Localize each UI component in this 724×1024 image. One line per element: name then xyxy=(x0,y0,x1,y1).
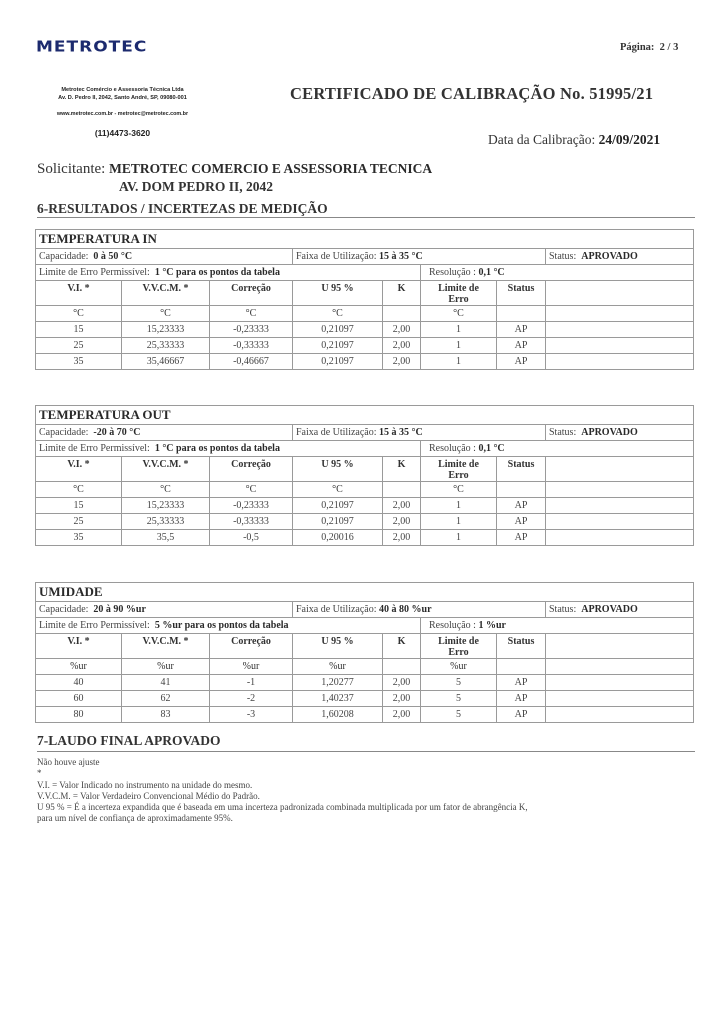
unit-cell xyxy=(383,306,421,322)
cell-correcao: -1 xyxy=(210,675,293,691)
usage-range-cell: Faixa de Utilização: 40 à 80 %ur xyxy=(293,602,546,618)
cell-status: AP xyxy=(497,675,546,691)
cell-correcao: -0,5 xyxy=(210,530,293,546)
col-vvcm: V.V.C.M. * xyxy=(122,281,210,306)
error-limit-cell: Limite de Erro Permissível: 5 %ur para os pontos da tabela xyxy=(36,618,421,634)
column-header-row xyxy=(36,281,694,306)
unit-row xyxy=(36,306,694,322)
company-web-email: www.metrotec.com.br - metrotec@metrotec.com.br xyxy=(56,111,189,117)
company-phone: (11)4473-3620 xyxy=(94,128,151,138)
unit-cell: °C xyxy=(293,482,383,498)
unit-cell: %ur xyxy=(36,659,122,675)
unit-cell xyxy=(546,659,694,675)
resolution-cell: Resolução : 0,1 °C xyxy=(421,265,694,281)
cell-correcao: -0,23333 xyxy=(210,322,293,338)
cell-vi: 35 xyxy=(36,530,122,546)
cell-vi: 25 xyxy=(36,338,122,354)
requester-address: AV. DOM PEDRO II, 2042 xyxy=(119,179,274,194)
company-name: Metrotec Comércio e Assessoria Técnica Ltda xyxy=(61,87,184,93)
cell-limite: 1 xyxy=(421,498,497,514)
unit-cell xyxy=(383,659,421,675)
cell-vvcm: 41 xyxy=(122,675,210,691)
unit-cell xyxy=(497,482,546,498)
error-limit-cell: Limite de Erro Permissível: 1 °C para os pontos da tabela xyxy=(36,265,421,281)
cell-limite: 1 xyxy=(421,530,497,546)
cell-limite: 1 xyxy=(421,514,497,530)
cell-blank xyxy=(546,691,694,707)
cell-status: AP xyxy=(497,691,546,707)
date-label: Data da Calibração: xyxy=(488,132,596,147)
metrotec-logo: METROTEC xyxy=(36,38,148,56)
cell-u95: 0,21097 xyxy=(293,514,383,530)
unit-cell xyxy=(546,306,694,322)
cell-u95: 1,60208 xyxy=(293,707,383,723)
note-line: para um nível de confiança de aproximadamente 95%. xyxy=(37,813,233,824)
table-row xyxy=(36,338,694,354)
unit-cell: °C xyxy=(293,306,383,322)
col-vi: V.I. * xyxy=(36,634,122,659)
status-cell: Status: APROVADO xyxy=(546,249,694,265)
usage-range-cell: Faixa de Utilização: 15 à 35 °C xyxy=(293,249,546,265)
unit-cell: °C xyxy=(210,306,293,322)
col-correcao: Correção xyxy=(210,457,293,482)
cell-vi: 60 xyxy=(36,691,122,707)
cell-status: AP xyxy=(497,530,546,546)
table-row xyxy=(36,675,694,691)
note-line: * xyxy=(37,768,42,779)
resolution-cell: Resolução : 0,1 °C xyxy=(421,441,694,457)
error-limit-cell: Limite de Erro Permissível: 1 °C para os pontos da tabela xyxy=(36,441,421,457)
table-row xyxy=(36,322,694,338)
company-info xyxy=(30,86,215,102)
resolution-cell: Resolução : 1 %ur xyxy=(421,618,694,634)
table-row xyxy=(36,707,694,723)
cell-vvcm: 25,33333 xyxy=(122,514,210,530)
col-status: Status xyxy=(497,457,546,482)
cell-k: 2,00 xyxy=(383,691,421,707)
cell-limite: 5 xyxy=(421,707,497,723)
col-correcao: Correção xyxy=(210,634,293,659)
cell-vvcm: 35,5 xyxy=(122,530,210,546)
unit-cell: %ur xyxy=(293,659,383,675)
cell-correcao: -3 xyxy=(210,707,293,723)
column-header-row xyxy=(36,634,694,659)
col-u95: U 95 % xyxy=(293,457,383,482)
table-title: UMIDADE xyxy=(36,583,694,602)
note-line: U 95 % = É a incerteza expandida que é baseada em uma incerteza padronizada combinada multiplicada por um fator de abrangência K, xyxy=(37,802,528,813)
measurement-table xyxy=(35,582,694,723)
section-6-title: 6-RESULTADOS / INCERTEZAS DE MEDIÇÃO xyxy=(37,201,328,216)
requester xyxy=(37,160,432,195)
note-line: Não houve ajuste xyxy=(37,757,100,767)
table-title: TEMPERATURA OUT xyxy=(36,406,694,425)
table-title: TEMPERATURA IN xyxy=(36,230,694,249)
unit-cell: °C xyxy=(210,482,293,498)
cell-vi: 35 xyxy=(36,354,122,370)
col-blank xyxy=(546,281,694,306)
cell-u95: 0,21097 xyxy=(293,354,383,370)
usage-range-cell: Faixa de Utilização: 15 à 35 °C xyxy=(293,425,546,441)
unit-cell: °C xyxy=(122,306,210,322)
col-k: K xyxy=(383,457,421,482)
col-vvcm: V.V.C.M. * xyxy=(122,634,210,659)
divider xyxy=(37,751,695,752)
unit-cell: °C xyxy=(421,306,497,322)
cell-blank xyxy=(546,322,694,338)
cell-status: AP xyxy=(497,707,546,723)
cell-vvcm: 15,23333 xyxy=(122,498,210,514)
unit-cell: %ur xyxy=(210,659,293,675)
notes xyxy=(37,757,528,825)
cell-limite: 1 xyxy=(421,338,497,354)
cell-correcao: -2 xyxy=(210,691,293,707)
cell-limite: 5 xyxy=(421,691,497,707)
cell-limite: 5 xyxy=(421,675,497,691)
cell-vi: 80 xyxy=(36,707,122,723)
col-u95: U 95 % xyxy=(293,634,383,659)
col-u95: U 95 % xyxy=(293,281,383,306)
cell-limite: 1 xyxy=(421,322,497,338)
cell-k: 2,00 xyxy=(383,354,421,370)
col-blank xyxy=(546,457,694,482)
col-limite: Limite de Erro xyxy=(421,634,497,659)
col-status: Status xyxy=(497,634,546,659)
calibration-date xyxy=(488,132,660,148)
cell-blank xyxy=(546,338,694,354)
capacity-cell: Capacidade: -20 à 70 °C xyxy=(36,425,293,441)
cell-k: 2,00 xyxy=(383,675,421,691)
cell-k: 2,00 xyxy=(383,322,421,338)
unit-row xyxy=(36,659,694,675)
cell-k: 2,00 xyxy=(383,514,421,530)
col-vi: V.I. * xyxy=(36,457,122,482)
unit-cell: %ur xyxy=(122,659,210,675)
unit-cell: °C xyxy=(122,482,210,498)
requester-name: METROTEC COMERCIO E ASSESSORIA TECNICA xyxy=(109,161,433,176)
cell-vi: 15 xyxy=(36,498,122,514)
cell-vvcm: 62 xyxy=(122,691,210,707)
cell-limite: 1 xyxy=(421,354,497,370)
cell-u95: 1,20277 xyxy=(293,675,383,691)
cell-correcao: -0,33333 xyxy=(210,514,293,530)
cell-vvcm: 25,33333 xyxy=(122,338,210,354)
col-blank xyxy=(546,634,694,659)
cell-u95: 0,21097 xyxy=(293,322,383,338)
col-correcao: Correção xyxy=(210,281,293,306)
cell-status: AP xyxy=(497,354,546,370)
cell-status: AP xyxy=(497,498,546,514)
cell-status: AP xyxy=(497,338,546,354)
capacity-cell: Capacidade: 20 à 90 %ur xyxy=(36,602,293,618)
unit-row xyxy=(36,482,694,498)
cell-u95: 0,20016 xyxy=(293,530,383,546)
page-indicator xyxy=(620,42,678,53)
cell-correcao: -0,23333 xyxy=(210,498,293,514)
cell-u95: 0,21097 xyxy=(293,338,383,354)
table-row xyxy=(36,498,694,514)
cell-correcao: -0,33333 xyxy=(210,338,293,354)
col-status: Status xyxy=(497,281,546,306)
cell-k: 2,00 xyxy=(383,338,421,354)
unit-cell xyxy=(497,306,546,322)
unit-cell: %ur xyxy=(421,659,497,675)
col-limite: Limite de Erro xyxy=(421,457,497,482)
cell-blank xyxy=(546,530,694,546)
cell-blank xyxy=(546,498,694,514)
cell-blank xyxy=(546,707,694,723)
cell-u95: 0,21097 xyxy=(293,498,383,514)
measurement-table xyxy=(35,229,694,370)
cell-correcao: -0,46667 xyxy=(210,354,293,370)
cell-vvcm: 35,46667 xyxy=(122,354,210,370)
note-line: V.V.C.M. = Valor Verdadeiro Convencional Médio do Padrão. xyxy=(37,790,260,801)
cell-blank xyxy=(546,675,694,691)
table-row xyxy=(36,354,694,370)
col-vi: V.I. * xyxy=(36,281,122,306)
measurement-table xyxy=(35,405,694,546)
unit-cell: °C xyxy=(36,306,122,322)
table-row xyxy=(36,691,694,707)
cell-blank xyxy=(546,514,694,530)
unit-cell xyxy=(383,482,421,498)
unit-cell: °C xyxy=(421,482,497,498)
column-header-row xyxy=(36,457,694,482)
cell-vvcm: 83 xyxy=(122,707,210,723)
col-k: K xyxy=(383,281,421,306)
cell-vi: 15 xyxy=(36,322,122,338)
unit-cell xyxy=(546,482,694,498)
table-row xyxy=(36,530,694,546)
cell-blank xyxy=(546,354,694,370)
col-vvcm: V.V.C.M. * xyxy=(122,457,210,482)
cell-status: AP xyxy=(497,514,546,530)
requester-label: Solicitante: xyxy=(37,161,106,177)
unit-cell xyxy=(497,659,546,675)
table-row xyxy=(36,514,694,530)
unit-cell: °C xyxy=(36,482,122,498)
section-7-title: 7-LAUDO FINAL APROVADO xyxy=(37,733,221,748)
certificate-title: CERTIFICADO DE CALIBRAÇÃO No. 51995/21 xyxy=(290,84,654,103)
cell-u95: 1,40237 xyxy=(293,691,383,707)
page-value: 2 / 3 xyxy=(659,42,679,53)
page-label: Página: xyxy=(620,42,655,53)
cell-k: 2,00 xyxy=(383,707,421,723)
cell-k: 2,00 xyxy=(383,498,421,514)
status-cell: Status: APROVADO xyxy=(546,425,694,441)
capacity-cell: Capacidade: 0 à 50 °C xyxy=(36,249,293,265)
status-cell: Status: APROVADO xyxy=(546,602,694,618)
company-address: Av. D. Pedro II, 2042, Santo André, SP, 09080-001 xyxy=(58,95,187,101)
cell-k: 2,00 xyxy=(383,530,421,546)
cell-status: AP xyxy=(497,322,546,338)
col-k: K xyxy=(383,634,421,659)
date-value: 24/09/2021 xyxy=(598,132,661,147)
cell-vi: 40 xyxy=(36,675,122,691)
note-line: V.I. = Valor Indicado no instrumento na unidade do mesmo. xyxy=(37,779,253,790)
cell-vvcm: 15,23333 xyxy=(122,322,210,338)
cell-vi: 25 xyxy=(36,514,122,530)
col-limite: Limite de Erro xyxy=(421,281,497,306)
divider xyxy=(37,217,695,218)
